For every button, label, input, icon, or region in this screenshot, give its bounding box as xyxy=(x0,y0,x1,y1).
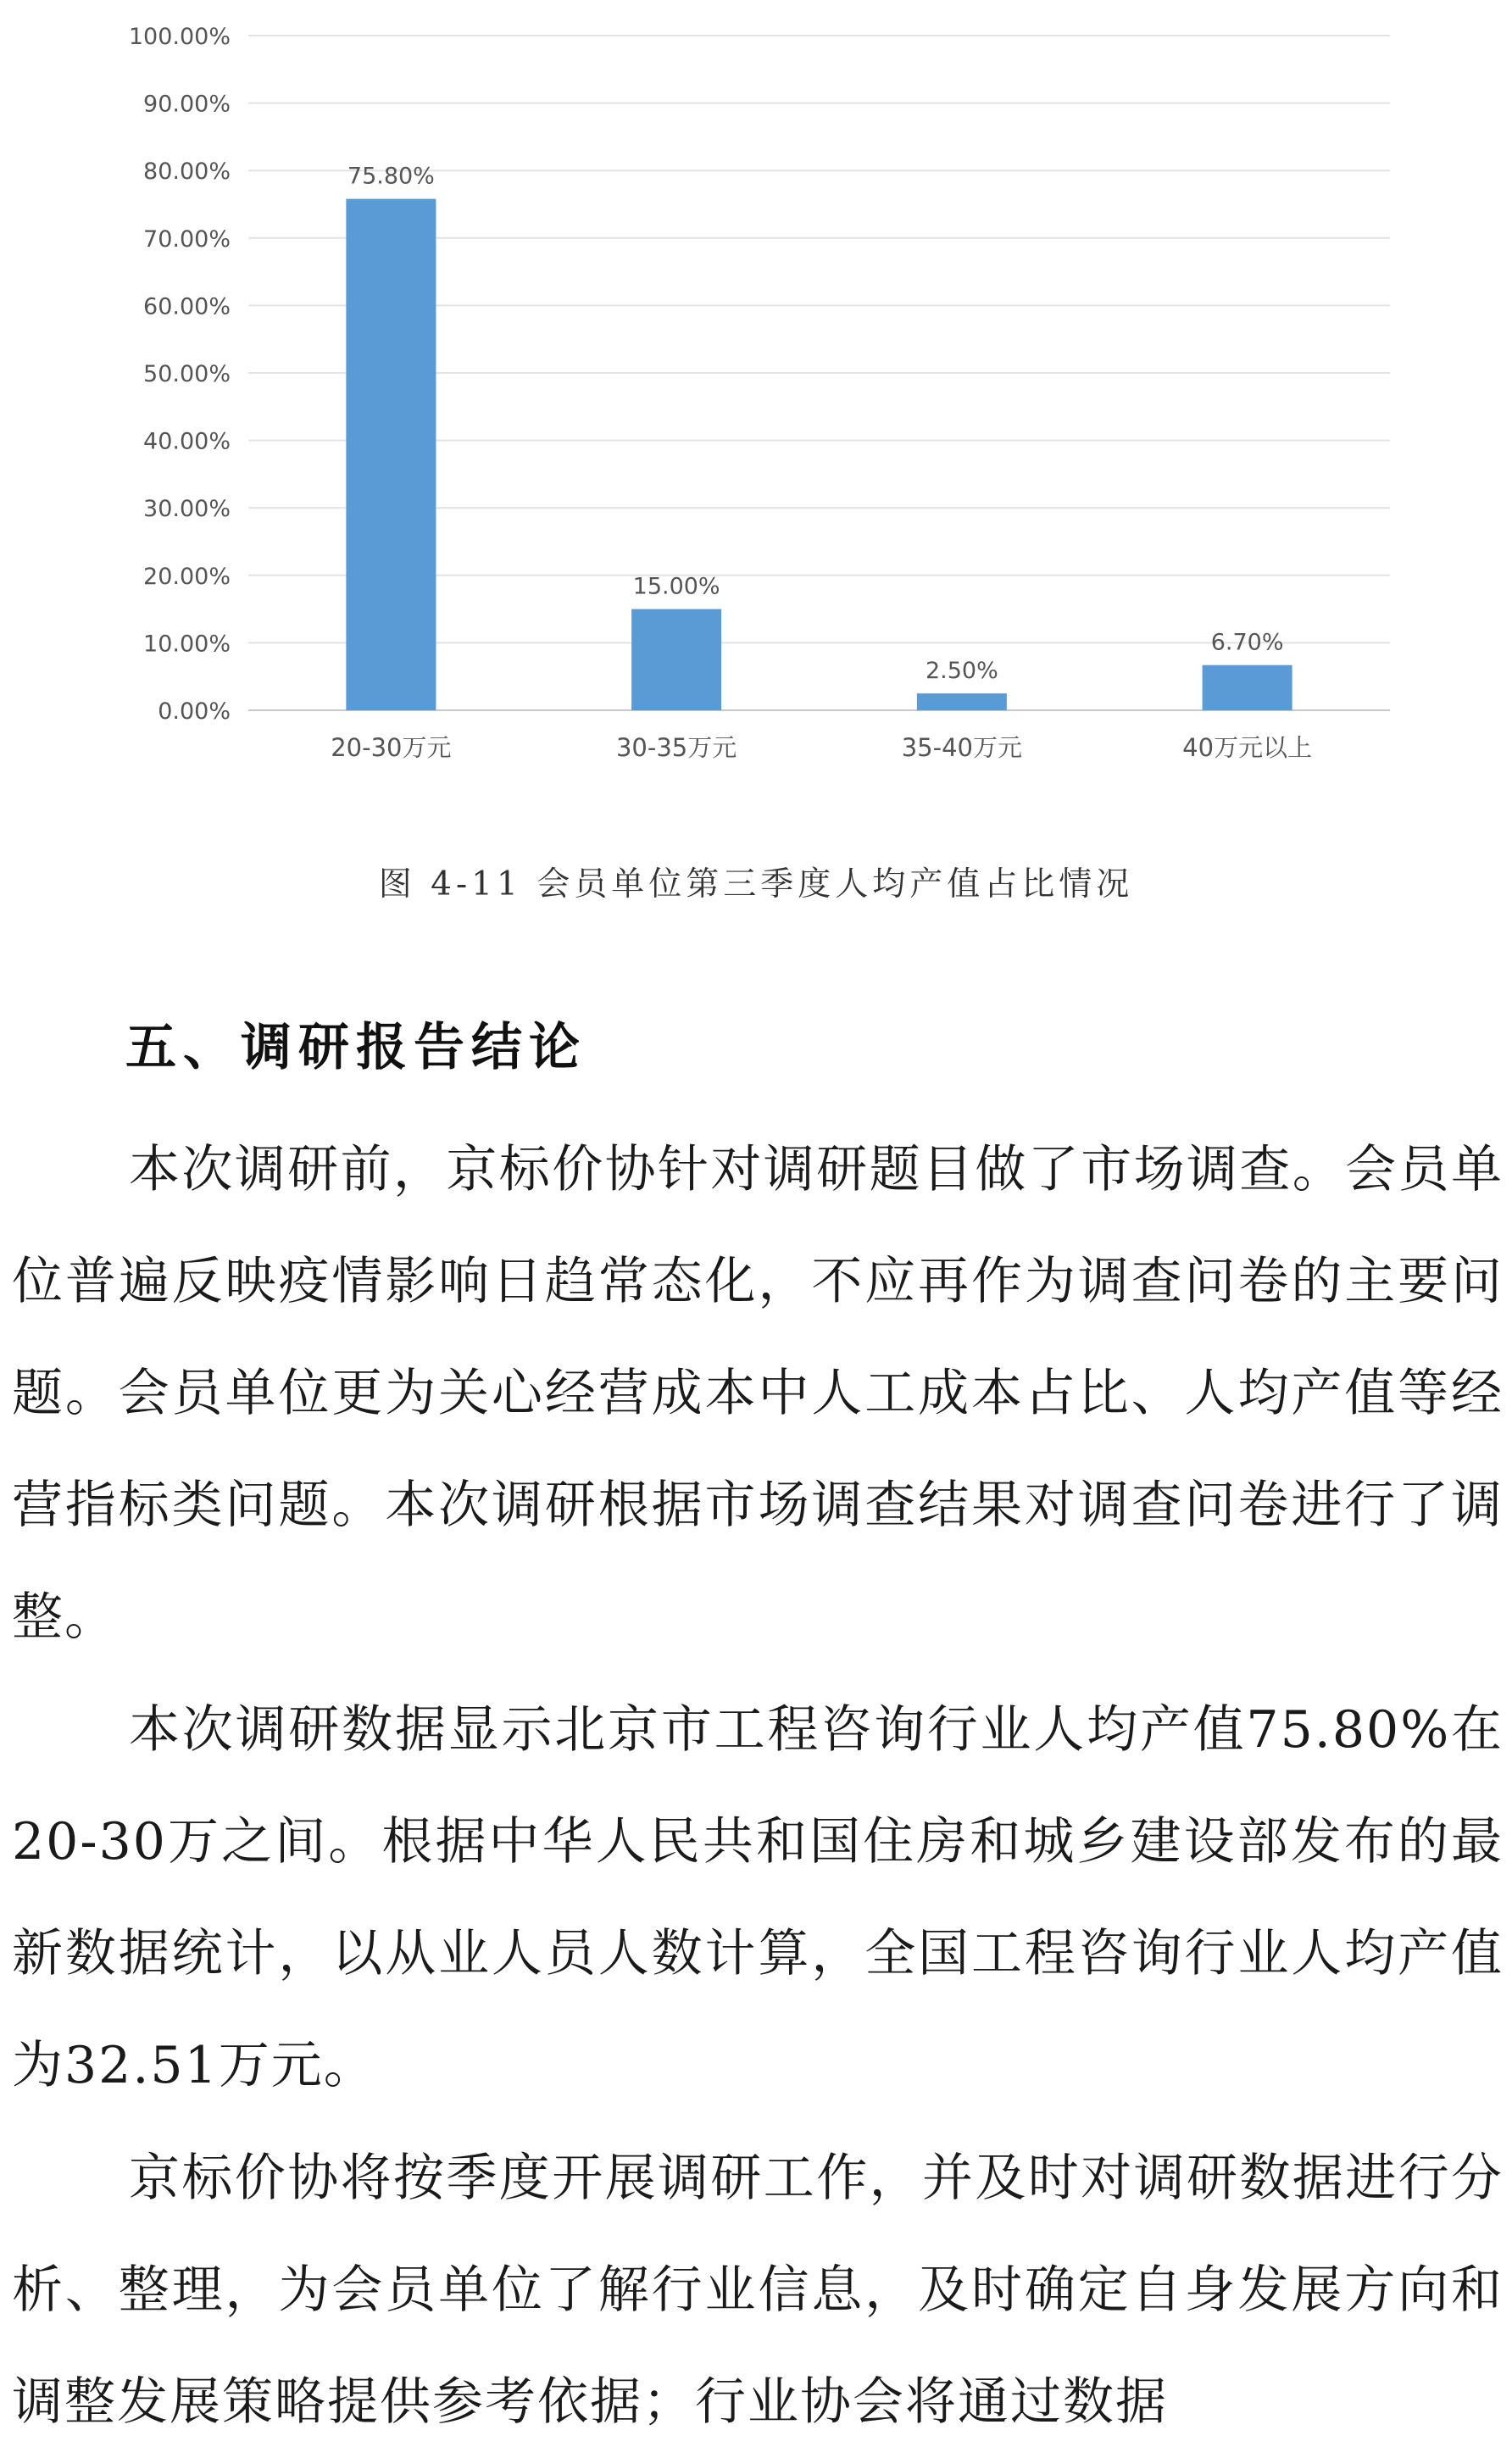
y-tick-label: 50.00% xyxy=(143,361,231,387)
bar xyxy=(631,609,721,710)
x-tick-label: 20-30万元 xyxy=(331,733,452,762)
y-tick-label: 30.00% xyxy=(143,496,231,523)
x-tick-label: 35-40万元 xyxy=(901,733,1023,762)
paragraph-1: 本次调研前，京标价协针对调研题目做了市场调查。会员单位普遍反映疫情影响日趋常态化，不应再作为调查问卷的主要问题。会员单位更为关心经营成本中人工成本占比、人均产值等经营指标类问题。本次调研根据市场调查结果对调查问卷进行了调整。 xyxy=(12,1140,1504,1647)
paragraph-2: 本次调研数据显示北京市工程咨询行业人均产值75.80%在20-30万之间。根据中华人民共和国住房和城乡建设部发布的最新数据统计，以从业人员人数计算，全国工程咨询行业人均产值为32.51万元。 xyxy=(12,1700,1504,2095)
bar xyxy=(1203,665,1292,710)
section-heading: 五、调研报告结论 xyxy=(125,1018,586,1077)
x-tick-label: 40万元以上 xyxy=(1182,733,1313,762)
data-label: 2.50% xyxy=(925,658,998,685)
data-label: 6.70% xyxy=(1210,629,1284,656)
y-tick-label: 80.00% xyxy=(143,158,231,186)
y-tick-label: 20.00% xyxy=(143,563,231,590)
figure-caption: 图 4-11 会员单位第三季度人均产值占比情况 xyxy=(378,865,1134,904)
y-tick-label: 60.00% xyxy=(143,293,231,320)
bar xyxy=(346,199,436,710)
y-tick-label: 40.00% xyxy=(143,428,231,455)
y-tick-label: 100.00% xyxy=(128,24,231,50)
x-tick-label: 30-35万元 xyxy=(615,733,737,762)
data-label: 15.00% xyxy=(632,573,720,600)
y-tick-label: 10.00% xyxy=(143,631,231,658)
y-tick-label: 90.00% xyxy=(143,91,231,118)
data-label: 75.80% xyxy=(347,163,435,190)
y-tick-label: 0.00% xyxy=(158,698,231,725)
bar-chart xyxy=(0,0,1512,814)
paragraph-3: 京标价协将按季度开展调研工作，并及时对调研数据进行分析、整理，为会员单位了解行业信息，及时确定自身发展方向和调整发展策略提供参考依据；行业协会将通过数据 xyxy=(12,2149,1504,2432)
bar xyxy=(917,693,1007,710)
y-tick-label: 70.00% xyxy=(143,225,231,253)
